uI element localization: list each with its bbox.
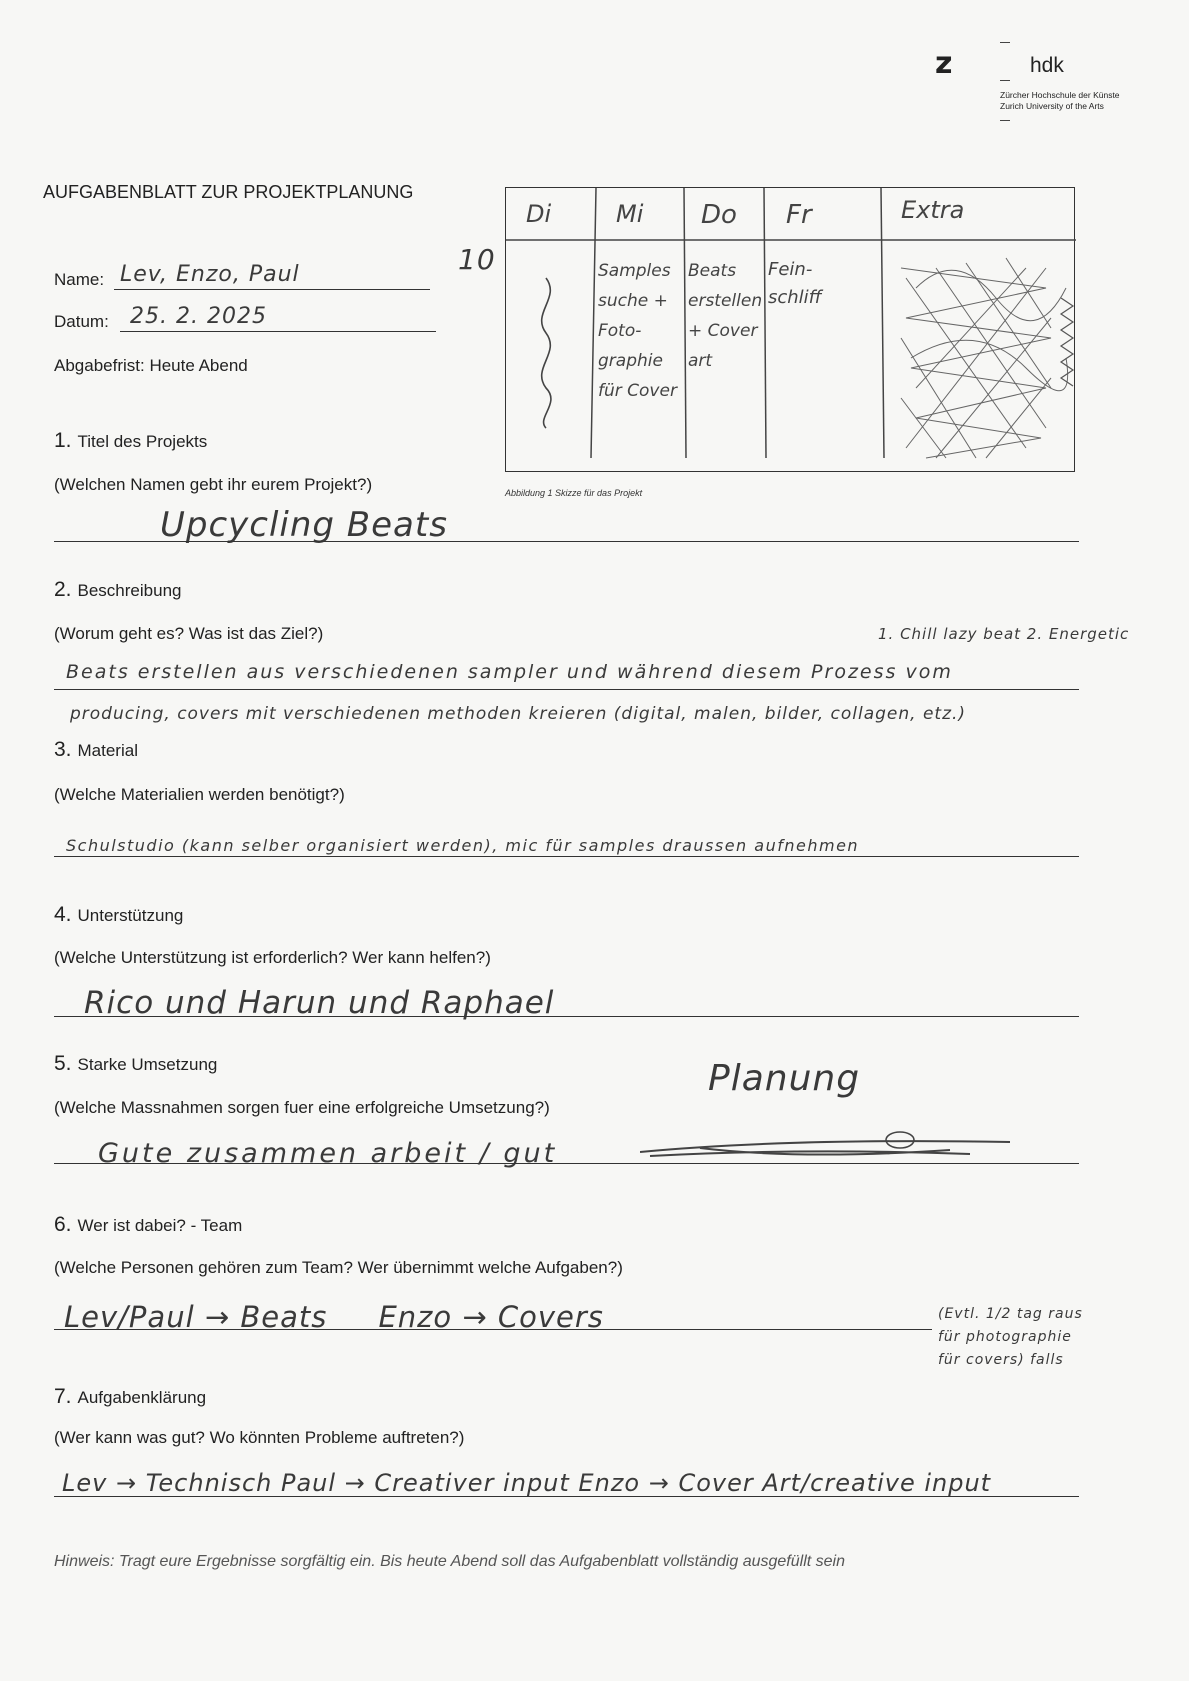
section-number: 4. — [54, 903, 72, 926]
section-title: Unterstützung — [77, 906, 184, 925]
date-underline — [120, 331, 436, 332]
sketch-col-extra: Extra — [901, 196, 965, 224]
section-title: Titel des Projekts — [77, 432, 208, 451]
logo-name: hdk — [1030, 54, 1064, 77]
section-2-note: 1. Chill lazy beat 2. Energetic — [878, 625, 1130, 643]
section-1-answer: Upcycling Beats — [160, 505, 448, 545]
section-4-underline — [54, 1016, 1079, 1017]
sketch-cell-do: Beats erstellen + Cover art — [688, 261, 763, 371]
logo-divider — [1000, 120, 1010, 121]
section-3-question: (Welche Materialien werden benötigt?) — [54, 785, 345, 804]
section-5-answer: Gute zusammen arbeit / gut — [98, 1138, 558, 1169]
page-title: AUFGABENBLATT ZUR PROJEKTPLANUNG — [43, 182, 414, 202]
footer-hint: Hinweis: Tragt eure Ergebnisse sorgfältig ein. Bis heute Abend soll das Aufgabenblatt vollständig ausgefüllt sein — [54, 1553, 845, 1570]
logo-line-2: Zurich University of the Arts — [1000, 101, 1104, 111]
name-label: Name: — [54, 270, 105, 289]
section-number: 3. — [54, 738, 72, 761]
sketch-col-mi: Mi — [616, 200, 644, 228]
section-4-question: (Welche Unterstützung ist erforderlich? Wer kann helfen?) — [54, 948, 491, 967]
section-1-question: (Welchen Namen gebt ihr eurem Projekt?) — [54, 475, 373, 494]
sketch-cell-fr: Fein-schliff — [768, 259, 822, 308]
section-2-answer: Beats erstellen aus verschiedenen sampler und während diesem Prozess vom — [66, 661, 953, 683]
section-6-title — [54, 1213, 242, 1237]
section-2-underline — [54, 689, 1079, 690]
section-5-underline — [54, 1163, 1079, 1164]
logo-line-1: Zürcher Hochschule der Künste — [1000, 90, 1120, 100]
section-5-question: (Welche Massnahmen sorgen fuer eine erfolgreiche Umsetzung?) — [54, 1098, 550, 1117]
section-number: 1. — [54, 429, 72, 452]
sketch-col-fr: Fr — [786, 200, 812, 230]
section-2-answer-continued: producing, covers mit verschiedenen methoden kreieren (digital, malen, bilder, collagen, etz.) — [70, 704, 967, 724]
section-number: 7. — [54, 1385, 72, 1408]
section-3-title — [54, 738, 138, 762]
logo-subtitle — [1000, 90, 1120, 112]
section-title: Beschreibung — [77, 581, 182, 600]
section-4-answer: Rico und Harun und Raphael — [84, 985, 555, 1021]
section-7-title — [54, 1385, 206, 1409]
section-1-title — [54, 429, 207, 453]
section-7-answer: Lev → Technisch Paul → Creativer input Enzo → Cover Art/creative input — [62, 1469, 992, 1497]
section-2-question: (Worum geht es? Was ist das Ziel?) — [54, 624, 324, 643]
section-title: Wer ist dabei? - Team — [77, 1216, 243, 1235]
section-7-underline — [54, 1496, 1079, 1497]
section-6-question: (Welche Personen gehören zum Team? Wer übernimmt welche Aufgaben?) — [54, 1258, 623, 1277]
logo-divider — [1000, 80, 1010, 81]
scribble-drawing — [901, 258, 1068, 458]
logo — [930, 30, 1150, 140]
deadline: Abgabefrist: Heute Abend — [54, 356, 248, 375]
section-7-question: (Wer kann was gut? Wo könnten Probleme auftreten?) — [54, 1428, 465, 1447]
section-2-title — [54, 578, 181, 602]
sketch-grid — [506, 188, 1076, 473]
section-3-answer: Schulstudio (kann selber organisiert werden), mic für samples draussen aufnehmen — [66, 836, 860, 855]
date-label: Datum: — [54, 312, 109, 331]
sketch-col-di: Di — [526, 200, 552, 228]
date-value: 25. 2. 2025 — [130, 304, 267, 329]
section-number: 6. — [54, 1213, 72, 1236]
section-6-answer: Lev/Paul → Beats Enzo → Covers — [64, 1300, 604, 1334]
section-5-above-answer: Planung — [708, 1058, 861, 1099]
logo-divider — [1000, 42, 1010, 43]
name-underline — [114, 289, 430, 290]
section-4-title — [54, 903, 183, 927]
logo-mark: z — [935, 46, 953, 81]
section-5-title — [54, 1052, 217, 1076]
project-sketch — [505, 187, 1075, 472]
sketch-cell-mi: Samples suche + Foto-graphie für Cover — [598, 261, 677, 401]
score: 10 — [458, 243, 496, 276]
section-6-note: (Evtl. 1/2 tag raus für photographie für covers) falls — [938, 1306, 1083, 1368]
section-title: Material — [77, 741, 138, 760]
section-5-strikethrough — [640, 1130, 1020, 1170]
section-number: 5. — [54, 1052, 72, 1075]
sketch-col-do: Do — [701, 200, 737, 230]
name-value: Lev, Enzo, Paul — [120, 262, 300, 287]
section-1-underline — [54, 541, 1079, 542]
section-6-underline — [54, 1329, 932, 1330]
section-title: Starke Umsetzung — [77, 1055, 218, 1074]
section-number: 2. — [54, 578, 72, 601]
section-title: Aufgabenklärung — [77, 1388, 207, 1407]
section-3-underline — [54, 856, 1079, 857]
sketch-caption: Abbildung 1 Skizze für das Projekt — [505, 488, 643, 498]
